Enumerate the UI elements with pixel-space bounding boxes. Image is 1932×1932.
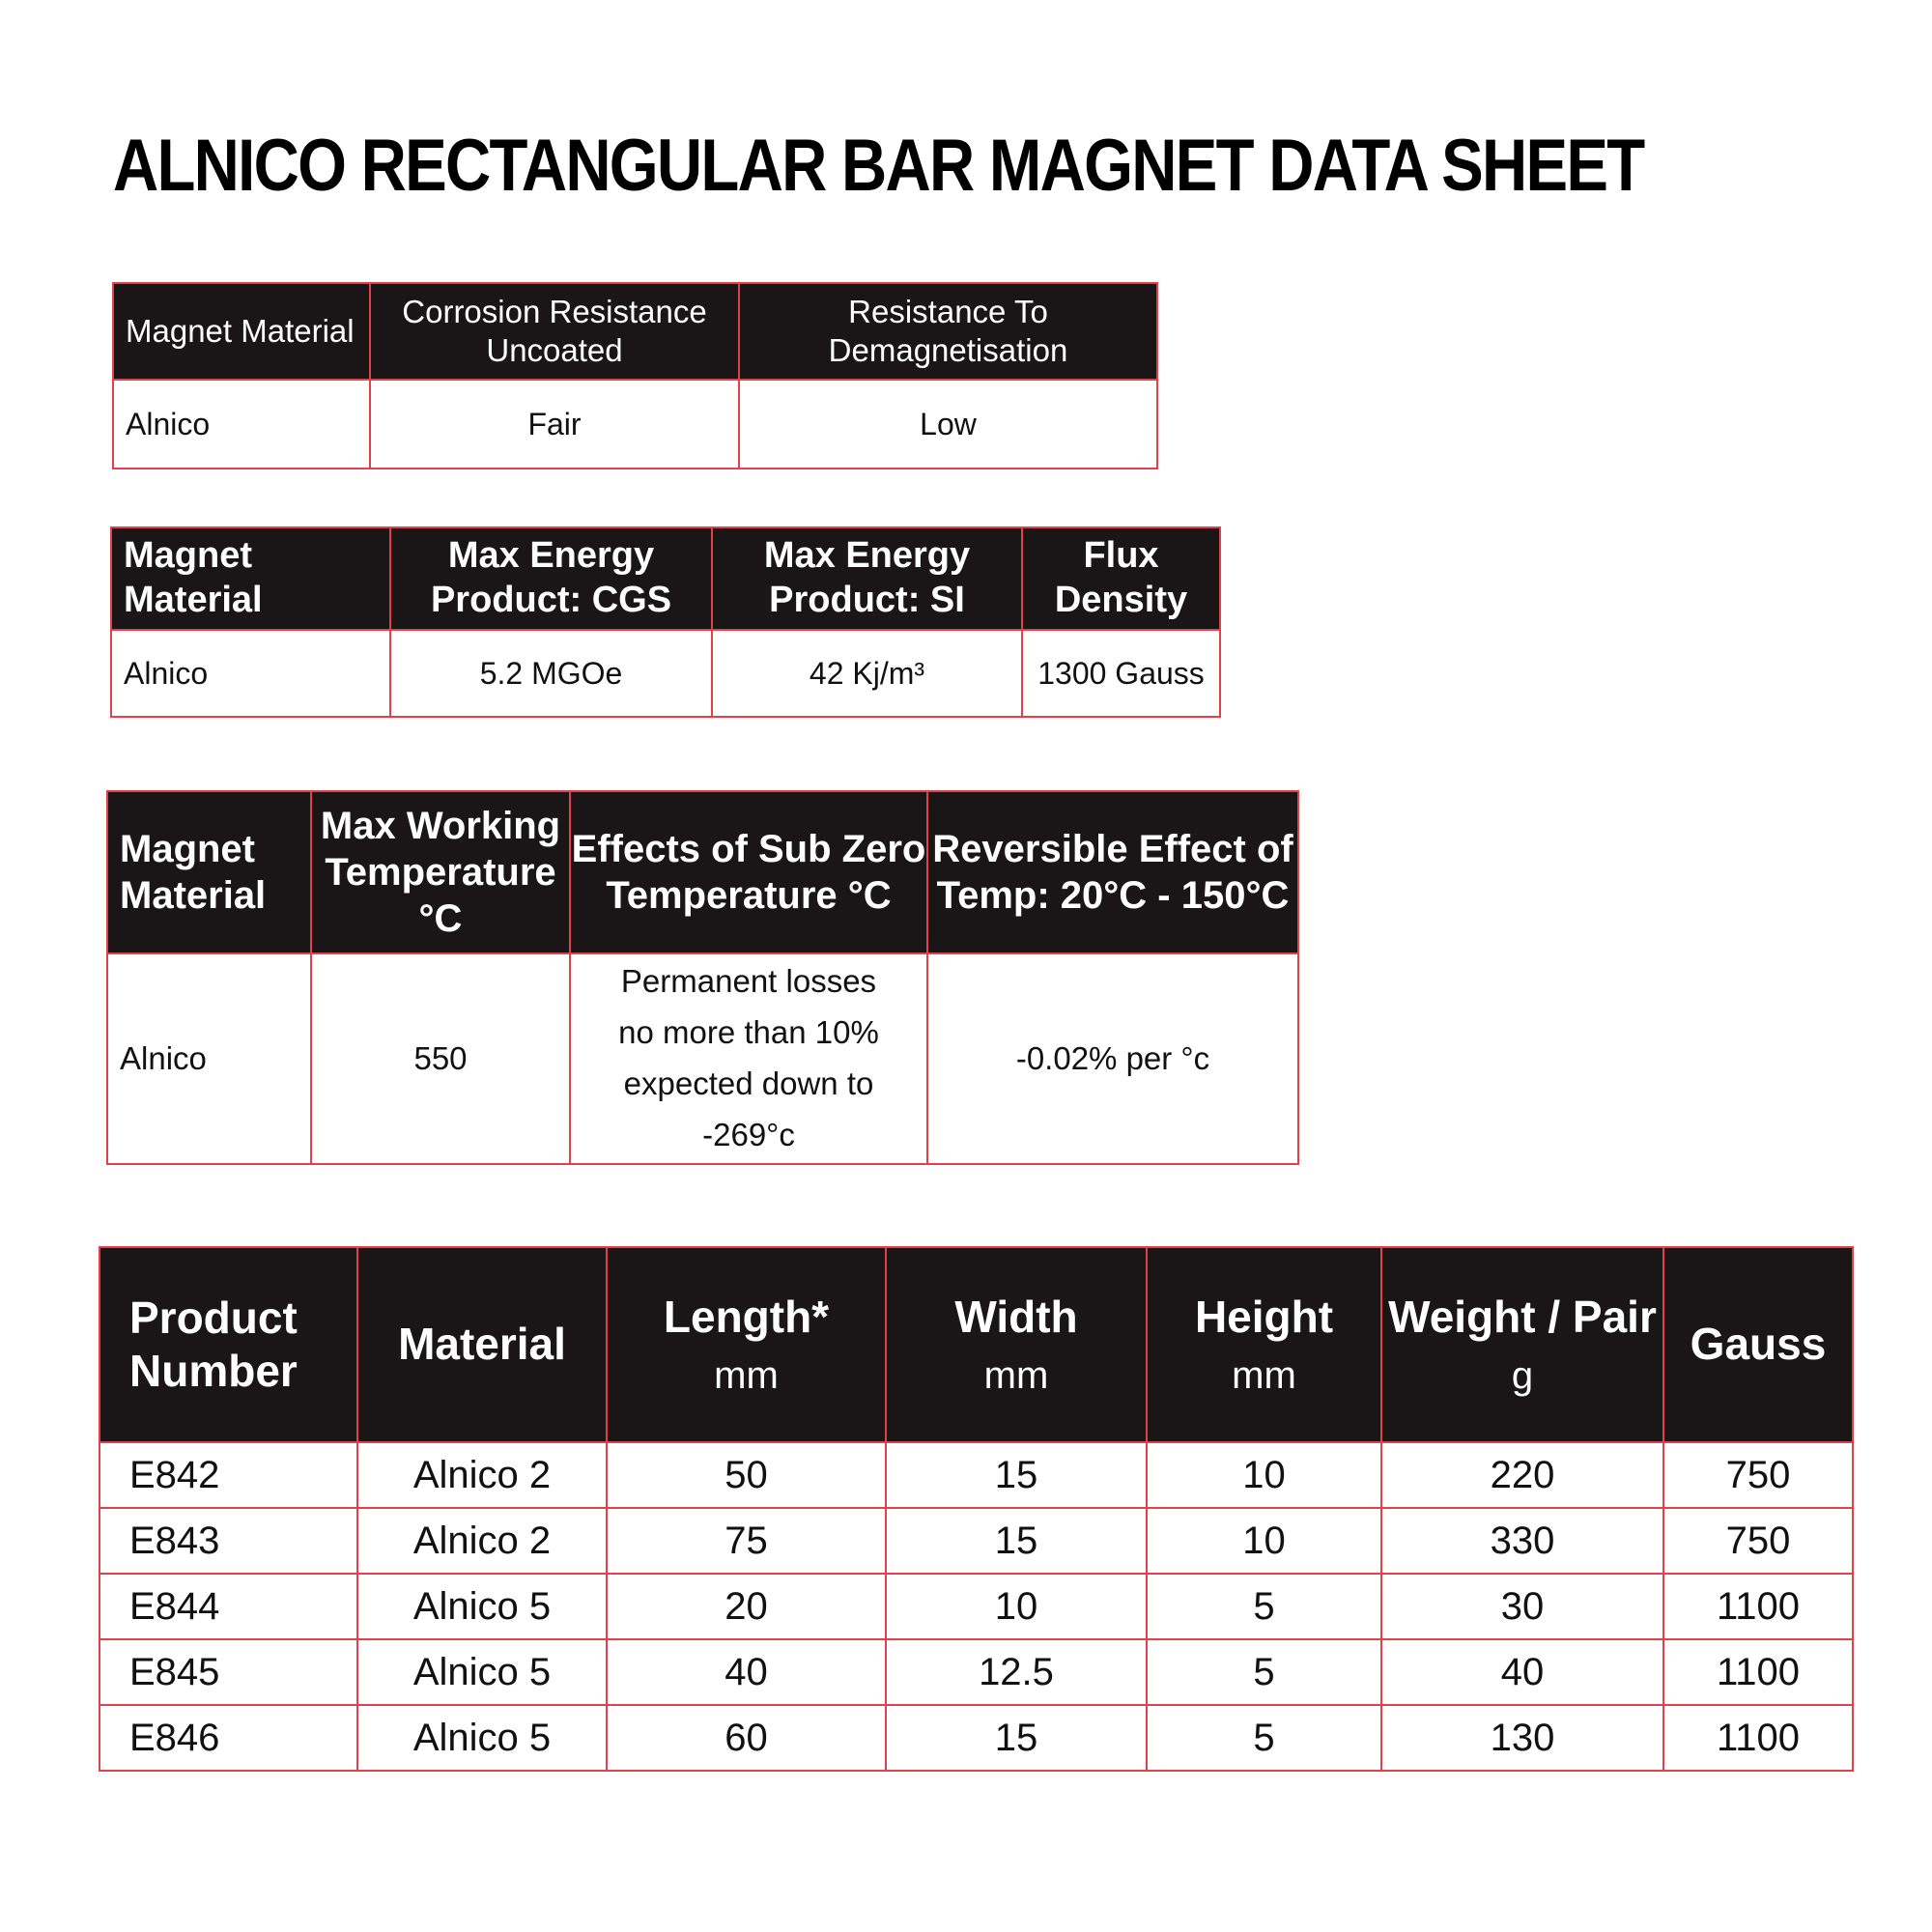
table-header-row — [111, 527, 1220, 630]
header-magnet-material: Magnet Material — [111, 527, 390, 630]
table-row — [107, 953, 1298, 1164]
cell-width: 15 — [886, 1508, 1147, 1574]
cell-demagnetisation: Low — [739, 380, 1157, 469]
cell-weight: 330 — [1381, 1508, 1663, 1574]
cell-corrosion: Fair — [370, 380, 739, 469]
header-width-unit: mm — [983, 1353, 1049, 1397]
cell-sub-zero-effects: Permanent losses no more than 10% expected down to -269°c — [570, 953, 927, 1164]
product-dimensions-table — [99, 1246, 1854, 1772]
header-height-unit: mm — [1232, 1353, 1296, 1397]
cell-reversible-effect: -0.02% per °c — [927, 953, 1298, 1164]
cell-product-number: E843 — [99, 1508, 357, 1574]
header-reversible-effect: Reversible Effect of Temp: 20°C - 150°C — [927, 791, 1298, 953]
cell-height: 10 — [1147, 1442, 1381, 1508]
page-title: ALNICO RECTANGULAR BAR MAGNET DATA SHEET — [113, 125, 1644, 207]
table-row — [99, 1508, 1853, 1574]
cell-length: 50 — [607, 1442, 886, 1508]
cell-gauss: 1100 — [1663, 1639, 1853, 1705]
header-width-label: Width — [954, 1292, 1078, 1343]
cell-gauss: 1100 — [1663, 1705, 1853, 1771]
header-magnet-material: Magnet Material — [113, 283, 370, 380]
header-width — [886, 1247, 1147, 1442]
cell-gauss: 1100 — [1663, 1574, 1853, 1639]
header-product-number: Product Number — [99, 1247, 357, 1442]
cell-product-number: E846 — [99, 1705, 357, 1771]
table-row — [111, 630, 1220, 717]
header-length-unit: mm — [714, 1353, 779, 1397]
cell-height: 5 — [1147, 1705, 1381, 1771]
cell-flux-density: 1300 Gauss — [1022, 630, 1220, 717]
table-row — [99, 1574, 1853, 1639]
table-row — [99, 1442, 1853, 1508]
cell-height: 10 — [1147, 1508, 1381, 1574]
header-length-label: Length* — [663, 1292, 830, 1343]
header-resistance-demagnetisation: Resistance To Demagnetisation — [739, 283, 1157, 380]
cell-material: Alnico 2 — [357, 1442, 607, 1508]
cell-weight: 30 — [1381, 1574, 1663, 1639]
cell-length: 75 — [607, 1508, 886, 1574]
cell-width: 10 — [886, 1574, 1147, 1639]
header-max-energy-si: Max Energy Product: SI — [712, 527, 1022, 630]
table-row — [99, 1639, 1853, 1705]
cell-max-working-temp: 550 — [311, 953, 570, 1164]
cell-height: 5 — [1147, 1574, 1381, 1639]
cell-material: Alnico 5 — [357, 1574, 607, 1639]
cell-product-number: E845 — [99, 1639, 357, 1705]
header-gauss: Gauss — [1663, 1247, 1853, 1442]
header-flux-density: Flux Density — [1022, 527, 1220, 630]
cell-weight: 220 — [1381, 1442, 1663, 1508]
cell-length: 60 — [607, 1705, 886, 1771]
header-sub-zero-effects: Effects of Sub Zero Temperature °C — [570, 791, 927, 953]
cell-weight: 130 — [1381, 1705, 1663, 1771]
cell-product-number: E842 — [99, 1442, 357, 1508]
cell-material: Alnico 2 — [357, 1508, 607, 1574]
corrosion-resistance-table — [112, 282, 1158, 469]
cell-width: 15 — [886, 1442, 1147, 1508]
cell-material: Alnico — [111, 630, 390, 717]
cell-width: 12.5 — [886, 1639, 1147, 1705]
cell-product-number: E844 — [99, 1574, 357, 1639]
header-weight-label: Weight / Pair — [1388, 1292, 1657, 1343]
header-material: Material — [357, 1247, 607, 1442]
cell-energy-cgs: 5.2 MGOe — [390, 630, 712, 717]
header-height — [1147, 1247, 1381, 1442]
cell-gauss: 750 — [1663, 1442, 1853, 1508]
header-magnet-material: Magnet Material — [107, 791, 311, 953]
header-length — [607, 1247, 886, 1442]
cell-material: Alnico 5 — [357, 1705, 607, 1771]
header-height-label: Height — [1194, 1292, 1334, 1343]
cell-height: 5 — [1147, 1639, 1381, 1705]
cell-energy-si: 42 Kj/m³ — [712, 630, 1022, 717]
table-header-row — [113, 283, 1157, 380]
cell-length: 40 — [607, 1639, 886, 1705]
cell-material: Alnico 5 — [357, 1639, 607, 1705]
table-row — [99, 1705, 1853, 1771]
table-row — [113, 380, 1157, 469]
cell-length: 20 — [607, 1574, 886, 1639]
energy-product-table — [110, 526, 1221, 718]
table-header-row — [107, 791, 1298, 953]
table-header-row — [99, 1247, 1853, 1442]
cell-weight: 40 — [1381, 1639, 1663, 1705]
temperature-table — [106, 790, 1299, 1165]
header-weight-unit: g — [1511, 1353, 1534, 1397]
cell-width: 15 — [886, 1705, 1147, 1771]
cell-material: Alnico — [107, 953, 311, 1164]
header-weight — [1381, 1247, 1663, 1442]
cell-gauss: 750 — [1663, 1508, 1853, 1574]
cell-material: Alnico — [113, 380, 370, 469]
header-max-energy-cgs: Max Energy Product: CGS — [390, 527, 712, 630]
header-corrosion-resistance: Corrosion Resistance Uncoated — [370, 283, 739, 380]
header-max-working-temp: Max Working Temperature °C — [311, 791, 570, 953]
